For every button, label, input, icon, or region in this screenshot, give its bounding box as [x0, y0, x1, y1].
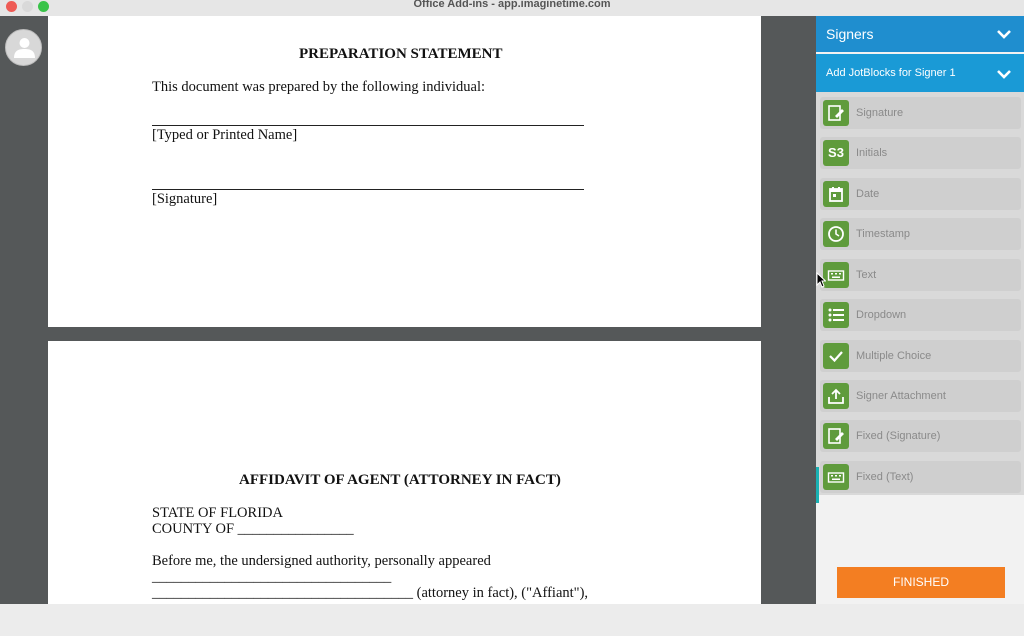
jotblock-label: Dropdown — [856, 309, 907, 321]
name-label: [Typed or Printed Name] — [152, 127, 298, 143]
county-text: COUNTY OF ________________ — [152, 521, 354, 537]
list-icon — [823, 302, 849, 328]
window-titlebar — [0, 0, 1024, 16]
signature-line — [152, 189, 584, 190]
jotblock-fixed-signature[interactable] — [820, 420, 1021, 452]
keyboard-icon — [823, 464, 849, 490]
document-page-2 — [48, 341, 761, 604]
jotblock-dropdown[interactable] — [820, 299, 1021, 331]
mouse-cursor-icon — [816, 272, 826, 288]
bottom-strip — [0, 604, 1024, 636]
upload-icon — [823, 383, 849, 409]
jotblock-label: Signature — [856, 107, 904, 119]
initials-glyph: S3 — [828, 145, 844, 160]
jotblock-label: Multiple Choice — [856, 350, 932, 362]
jotblock-multiple-choice[interactable] — [820, 340, 1021, 372]
window-title: Office Add-ins - app.imaginetime.com — [413, 0, 611, 10]
jotblock-text[interactable] — [820, 259, 1021, 291]
signature-label: [Signature] — [152, 191, 218, 207]
keyboard-icon — [823, 262, 849, 288]
chevron-down-icon — [996, 28, 1012, 40]
jotblock-fixed-text[interactable] — [820, 461, 1021, 493]
avatar[interactable] — [5, 29, 42, 66]
jotblock-label: Fixed (Signature) — [856, 430, 941, 442]
jotblock-list — [816, 92, 1024, 495]
signature-icon — [823, 100, 849, 126]
signers-header[interactable] — [816, 16, 1024, 52]
name-line — [152, 125, 584, 126]
jotblock-initials[interactable] — [820, 137, 1021, 169]
jotblock-label: Timestamp — [856, 228, 910, 240]
affiant-line: ____________________________________ (attorney in fact), ("Affiant"), — [152, 585, 589, 601]
intro-text: This document was prepared by the following individual: — [152, 79, 486, 95]
page-heading: PREPARATION STATEMENT — [299, 46, 503, 62]
document-page-1 — [48, 16, 761, 327]
signer-1-title: Add JotBlocks for Signer 1 — [826, 67, 956, 79]
page-heading: AFFIDAVIT OF AGENT (ATTORNEY IN FACT) — [239, 472, 561, 488]
jotblock-label: Initials — [856, 147, 888, 159]
jotblocks-panel — [816, 16, 1024, 604]
jotblock-label: Date — [856, 188, 880, 200]
resize-handle[interactable] — [816, 467, 819, 503]
initials-icon — [823, 140, 849, 166]
jotblock-label: Signer Attachment — [856, 390, 946, 402]
user-icon — [14, 37, 35, 59]
clock-icon — [823, 221, 849, 247]
finished-button[interactable]: FINISHED — [837, 567, 1005, 598]
blank-line: _________________________________ — [152, 569, 392, 585]
jotblock-label: Fixed (Text) — [856, 471, 914, 483]
jotblock-timestamp[interactable] — [820, 218, 1021, 250]
jotblock-date[interactable] — [820, 178, 1021, 210]
jotblock-signature[interactable] — [820, 97, 1021, 129]
signer-1-section-header[interactable] — [816, 54, 1024, 92]
checkmark-icon — [823, 343, 849, 369]
state-text: STATE OF FLORIDA — [152, 505, 283, 521]
before-text: Before me, the undersigned authority, personally appeared — [152, 553, 491, 569]
signers-title: Signers — [826, 26, 874, 42]
signature-icon — [823, 423, 849, 449]
chevron-down-icon — [996, 68, 1012, 80]
calendar-icon — [823, 181, 849, 207]
document-viewer[interactable] — [0, 16, 816, 604]
jotblock-signer-attachment[interactable] — [820, 380, 1021, 412]
jotblock-label: Text — [856, 269, 877, 281]
